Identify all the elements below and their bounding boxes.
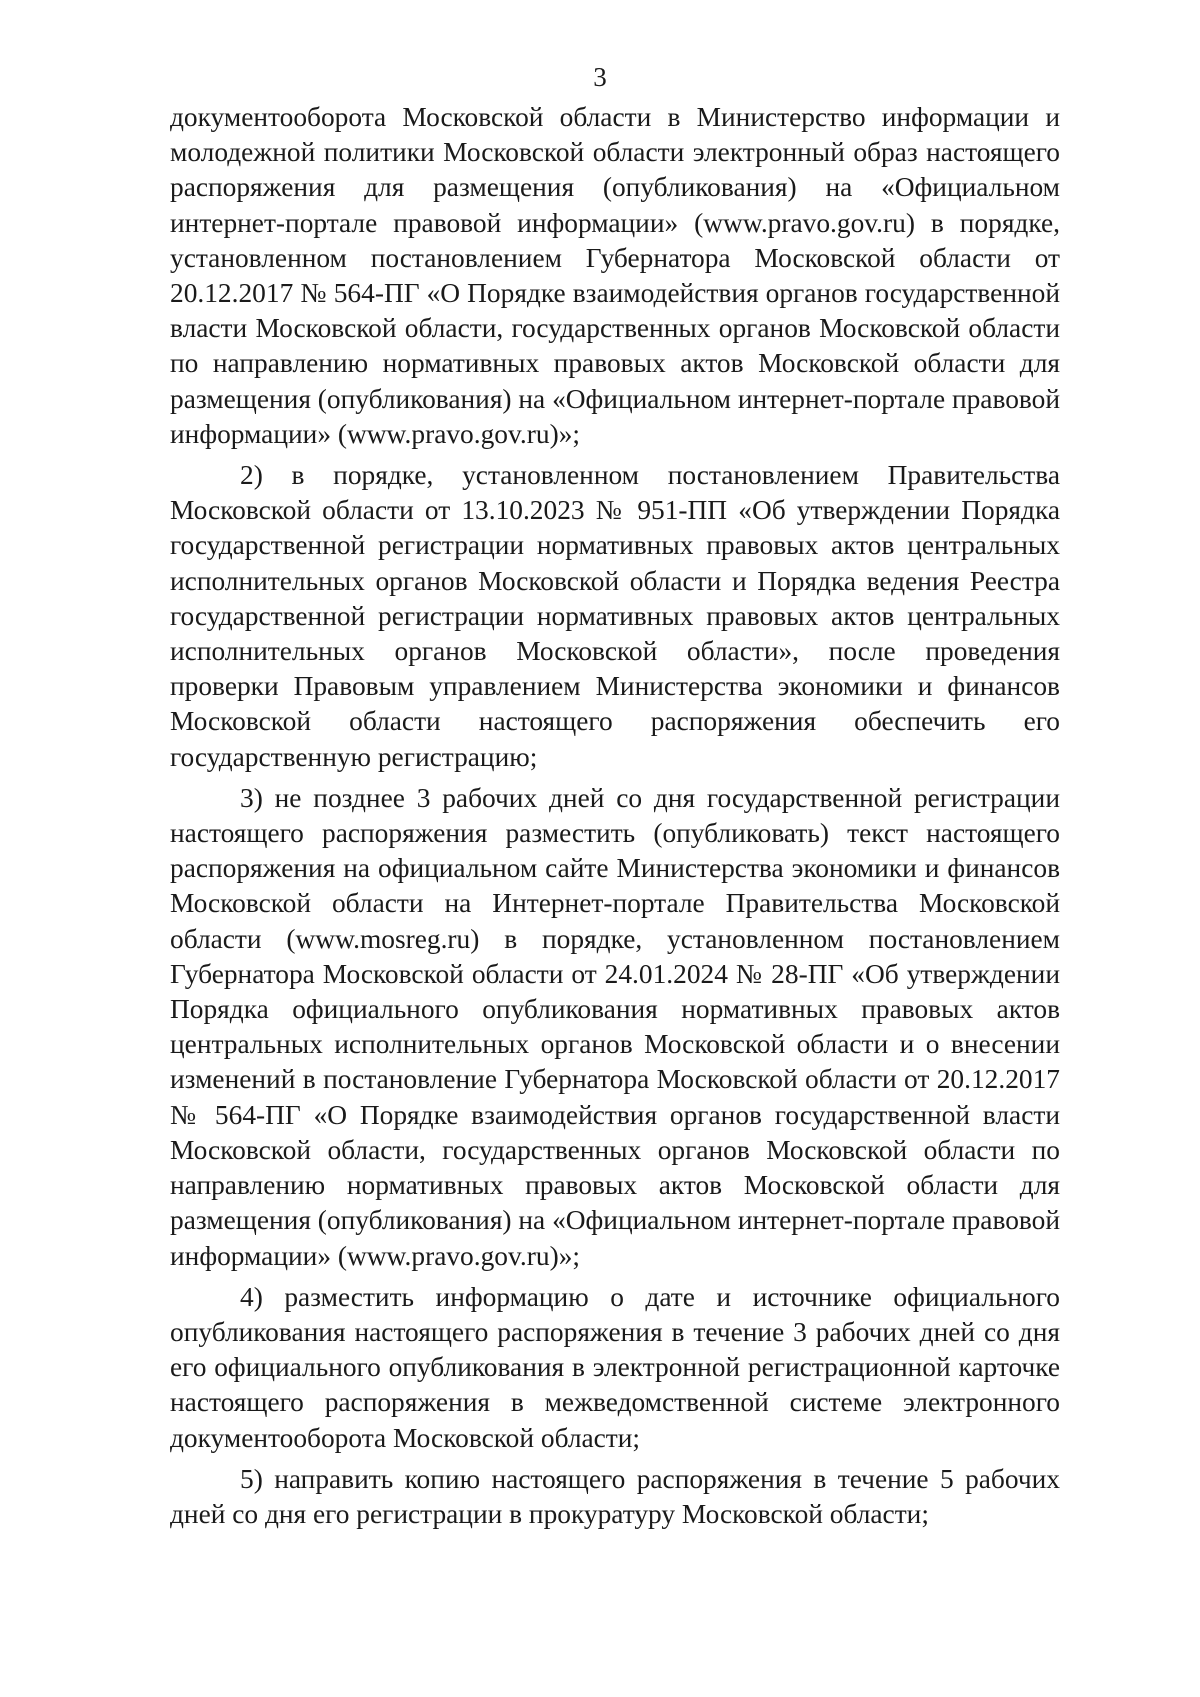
paragraph-item-4: 4) разместить информацию о дате и источнике официального опубликования настоящего распоряжения в течение 3 рабочих дней со дня его официального опубликования в электронной регистрационной карточке настоящего распоряжения в межведомственной системе электронного документооборота Московской области;: [170, 1281, 1060, 1453]
page-number: 3: [593, 62, 607, 92]
paragraph-continuation: документооборота Московской области в Министерство информации и молодежной политики Московской области электронный образ настоящего распоряжения для размещения (опубликования) на «Официальном интернет-портале правовой информации» (www.pravo.gov.ru) в порядке, установленном постановлением Губернатора Московской области от 20.12.2017 № 564-ПГ «О Порядке взаимодействия органов государственной власти Московской области, государственных органов Московской области по направлению нормативных правовых актов Московской области для размещения (опубликования) на «Официальном интернет-портале правовой информации» (www.pravo.gov.ru)»;: [170, 102, 1060, 449]
paragraph-item-3: 3) не позднее 3 рабочих дней со дня государственной регистрации настоящего распоряжения разместить (опубликовать) текст настоящего распоряжения на официальном сайте Министерства экономики и финансов Московской области на Интернет-портале Правительства Московской области (www.mosreg.ru) в порядке, установленном постановлением Губернатора Московской области от 24.01.2024 № 28-ПГ «Об утверждении Порядка официального опубликования нормативных правовых актов центральных исполнительных органов Московской области и о внесении изменений в постановление Губернатора Московской области от 20.12.2017 № 564-ПГ «О Порядке взаимодействия органов государственной власти Московской области, государственных органов Московской области по направлению нормативных правовых актов Московской области для размещения (опубликования) на «Официальном интернет-портале правовой информации» (www.pravo.gov.ru)»;: [170, 782, 1060, 1271]
document-body: [170, 100, 1060, 1538]
paragraph-item-2: 2) в порядке, установленном постановлением Правительства Московской области от 13.10.2023 № 951-ПП «Об утверждении Порядка государственной регистрации нормативных правовых актов центральных исполнительных органов Московской области и Порядка ведения Реестра государственной регистрации нормативных правовых актов центральных исполнительных органов Московской области», после проведения проверки Правовым управлением Министерства экономики и финансов Московской области настоящего распоряжения обеспечить его государственную регистрацию;: [170, 460, 1060, 772]
paragraph-item-5: 5) направить копию настоящего распоряжения в течение 5 рабочих дней со дня его регистрации в прокуратуру Московской области;: [170, 1463, 1060, 1529]
